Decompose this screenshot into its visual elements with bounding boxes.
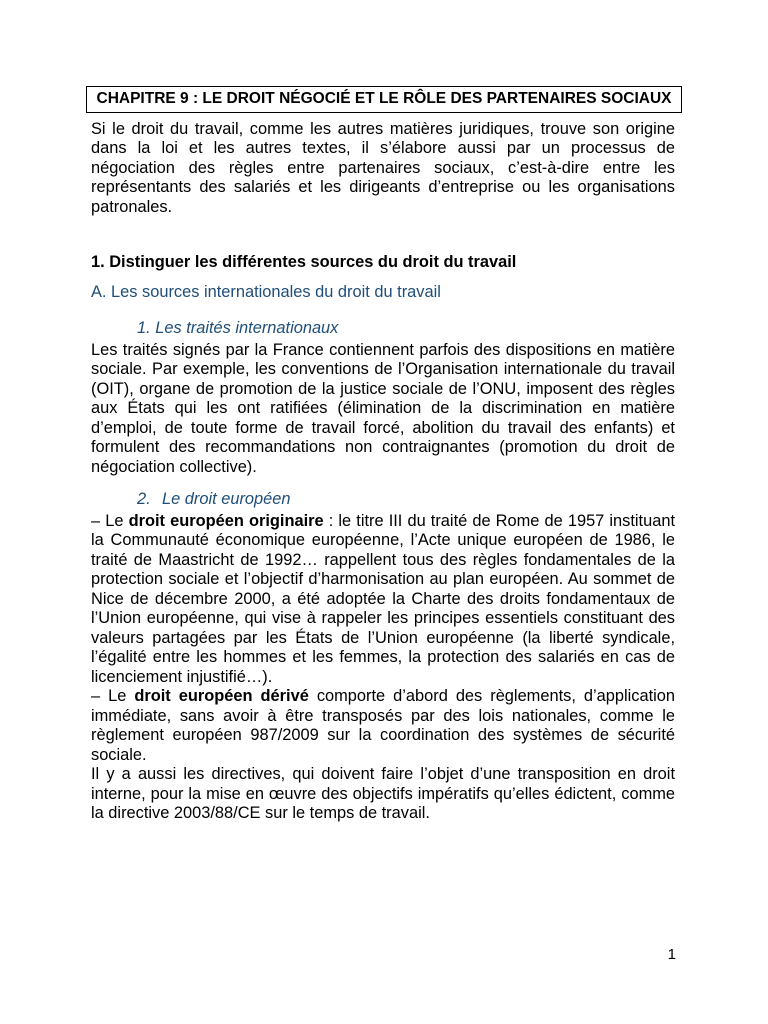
- paragraph-droit-originaire: [91, 512, 675, 688]
- document-page: [91, 86, 675, 824]
- term-droit-derive: droit européen dérivé: [134, 687, 309, 705]
- subsection-2-title: Le droit européen: [162, 490, 291, 508]
- section-1-heading: 1. Distinguer les différentes sources du droit du travail: [91, 253, 517, 271]
- chapter-title: CHAPITRE 9 : LE DROIT NÉGOCIÉ ET LE RÔLE DES PARTENAIRES SOCIAUX: [86, 86, 682, 113]
- subsection-2-heading: [91, 490, 675, 510]
- page-number: 1: [667, 946, 676, 963]
- dash-prefix: – Le: [91, 511, 129, 530]
- subsection-2-number: 2.: [137, 490, 151, 508]
- subsection-1-number: 1.: [137, 319, 151, 337]
- intro-paragraph: Si le droit du travail, comme les autres matières juridiques, trouve son origine dans la loi et les autres textes, il s’élabore aussi par un processus de négociation des règles entre partenaires sociaux, c’est-à-dire entre les représentants des salariés et les dirigeants d’entreprise ou les organisations patronales.: [91, 119, 675, 216]
- text-droit-derive: comporte d’abord des règlements, d’application immédiate, sans avoir à être transposés par des lois nationales, comme le règlement européen 987/2009 sur la coordination des systèmes de sécurité sociale.: [91, 687, 675, 764]
- dash-prefix: – Le: [91, 687, 135, 705]
- term-droit-originaire: droit européen originaire: [128, 511, 324, 530]
- section-a-heading: A. Les sources internationales du droit du travail: [91, 282, 441, 301]
- paragraph-traites: Les traités signés par la France contiennent parfois des dispositions en matière sociale. Par exemple, les conventions de l’Organisation internationale du travail (OIT), organe de promotion de la justice sociale de l’ONU, imposent des règles aux États qui les ont ratifiées (élimination de la discrimination en matière d’emploi, de toute forme de travail forcé, abolition du travail des enfants) et formulent des recommandations non contraignantes (promotion du droit de négociation collective).: [91, 340, 675, 476]
- subsection-1-heading: [91, 319, 675, 339]
- subsection-1-title: Les traités internationaux: [155, 319, 339, 337]
- text-droit-originaire: : le titre III du traité de Rome de 1957 instituant la Communauté économique européenne, l’Acte unique européen de 1986, le traité de Maastricht de 1992… rappellent tous des règles fondamentales de la protection sociale et l’objectif d’harmonisation au plan européen. Au sommet de Nice de décembre 2000, a été adoptée la Charte des droits fondamentaux de l’Union européenne, qui vise à rappeler les principes essentiels constituant des valeurs partagées par les États de l’Union européenne (la liberté syndicale, l’égalité entre les hommes et les femmes, la protection des salariés en cas de licenciement injustifié…).: [91, 511, 676, 686]
- paragraph-droit-derive: [91, 687, 675, 765]
- paragraph-directives: Il y a aussi les directives, qui doivent faire l’objet d’une transposition en droit interne, pour la mise en œuvre des objectifs impératifs qu’elles édictent, comme la directive 2003/88/CE sur le temps de travail.: [91, 765, 675, 822]
